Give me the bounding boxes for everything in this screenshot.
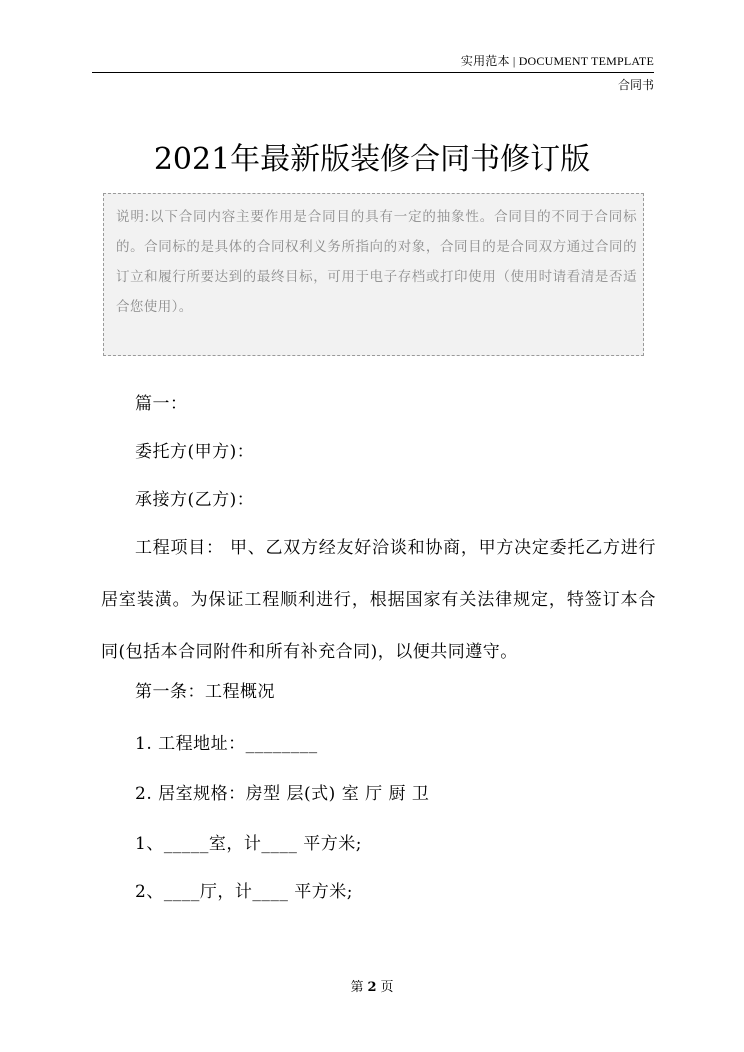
section-heading: 篇一： xyxy=(135,394,188,414)
room-area-line: 1、_____室，计____ 平方米; xyxy=(135,834,362,854)
header-label: 实用范本 | DOCUMENT TEMPLATE xyxy=(460,54,654,68)
page-number xyxy=(0,976,744,995)
page-number-value: 2 xyxy=(367,980,377,995)
description-note: 说明:以下合同内容主要作用是合同目的具有一定的抽象性。合同目的不同于合同标的。合同标的是具体的合同权利义务所指向的对象，合同目的是合同双方通过合同的订立和履行所要达到的最终目标，可用于电子存档或打印使用（使用时请看清是否适合您使用）。 xyxy=(103,193,644,356)
address-line: 1. 工程地址：________ xyxy=(135,734,318,754)
page-suffix: 页 xyxy=(380,980,394,995)
header-category: 合同书 xyxy=(617,78,654,92)
hall-area-line: 2、____厅，计____ 平方米; xyxy=(135,882,353,902)
header-divider xyxy=(92,72,654,73)
project-paragraph: 工程项目： 甲、乙双方经友好洽谈和协商，甲方决定委托乙方进行居室装潢。为保证工程顺利进行，根据国家有关法律规定，特签订本合同(包括本合同附件和所有补充合同)，以便共同遵守。 xyxy=(101,538,656,662)
page-prefix: 第 xyxy=(350,980,364,995)
room-spec-line: 2. 居室规格：房型 层(式) 室 厅 厨 卫 xyxy=(135,784,430,804)
client-party-line: 委托方(甲方)： xyxy=(135,442,255,462)
contractor-party-line: 承接方(乙方)： xyxy=(135,490,255,510)
article-heading: 第一条：工程概况 xyxy=(135,682,275,702)
document-title: 2021年最新版装修合同书修订版 xyxy=(153,142,591,177)
